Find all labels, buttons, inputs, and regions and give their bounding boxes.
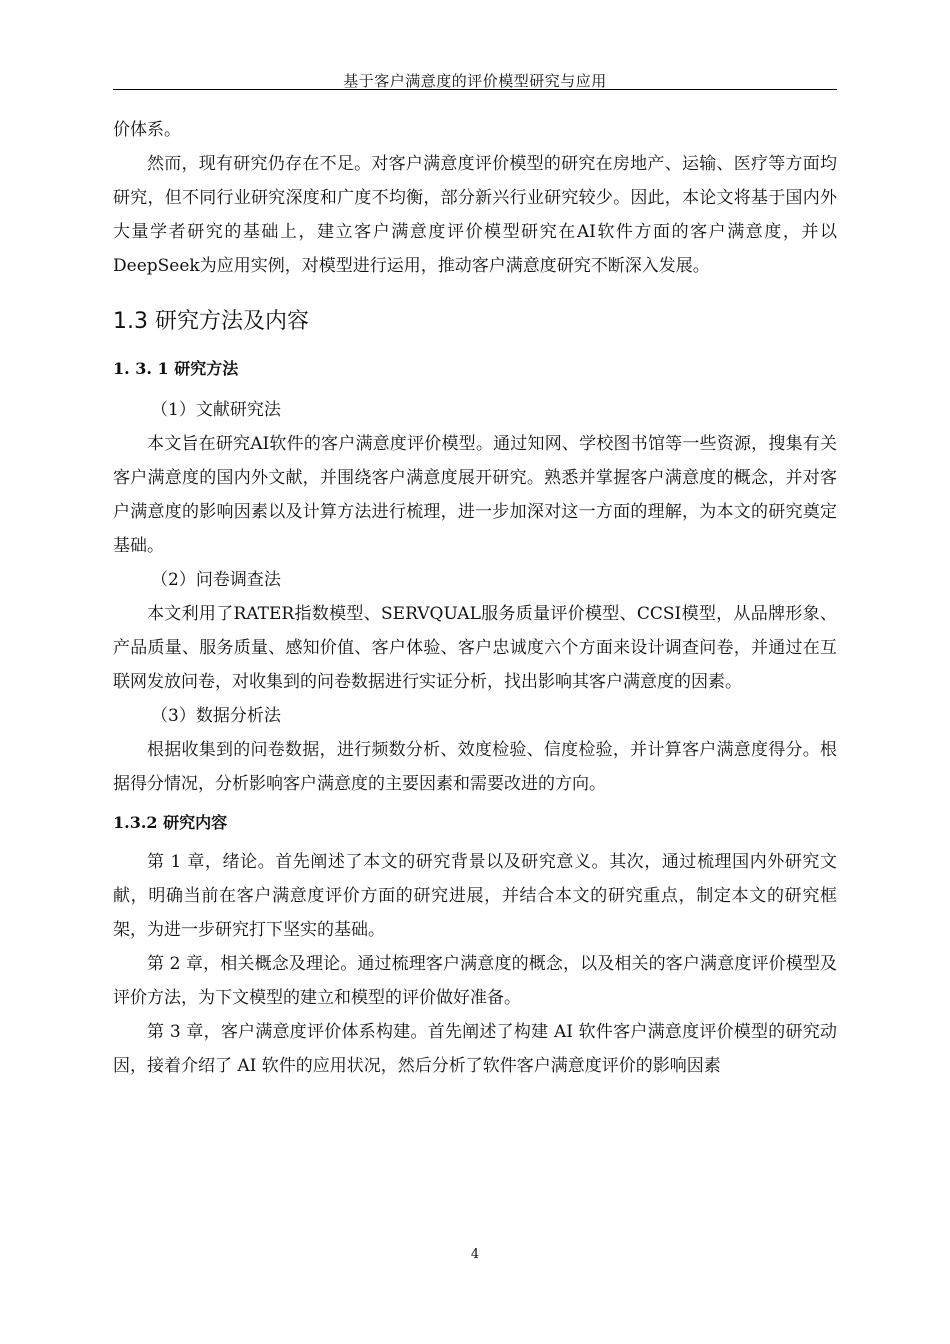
running-header: 基于客户满意度的评价模型研究与应用: [343, 72, 607, 90]
chapter-1-summary: 第 1 章，绪论。首先阐述了本文的研究背景以及研究意义。其次，通过梳理国内外研究文献，明确当前在客户满意度评价方面的研究进展，并结合本文的研究重点，制定本文的研究框架，为进一步研究打下坚实的基础。: [113, 852, 837, 940]
method-item-questionnaire: （2）问卷调查法: [151, 570, 281, 590]
subsection-heading-1-3-2: 1.3.2 研究内容: [113, 813, 228, 832]
subsection-heading-1-3-1: 1. 3. 1 研究方法: [113, 359, 239, 378]
method-item-data-analysis: （3）数据分析法: [151, 706, 281, 726]
section-heading-1-3: 1.3 研究方法及内容: [113, 309, 309, 334]
chapter-3-summary: 第 3 章，客户满意度评价体系构建。首先阐述了构建 AI 软件客户满意度评价模型的研究动因，接着介绍了 AI 软件的应用状况，然后分析了软件客户满意度评价的影响因素: [113, 1022, 837, 1076]
paragraph-continuation: 价体系。: [113, 120, 181, 140]
page-number: 4: [470, 1247, 480, 1262]
method-questionnaire-text: 本文利用了RATER指数模型、SERVQUAL服务质量评价模型、CCSI模型，从品牌形象、产品质量、服务质量、感知价值、客户体验、客户忠诚度六个方面来设计调查问卷，并通过在互联网发放问卷，对收集到的问卷数据进行实证分析，找出影响其客户满意度的因素。: [113, 604, 837, 692]
method-literature-text: 本文旨在研究AI软件的客户满意度评价模型。通过知网、学校图书馆等一些资源，搜集有关客户满意度的国内外文献，并围绕客户满意度展开研究。熟悉并掌握客户满意度的概念，并对客户满意度的影响因素以及计算方法进行梳理，进一步加深对这一方面的理解，为本文的研究奠定基础。: [113, 434, 837, 556]
header-divider: [113, 89, 837, 90]
page-content: [113, 113, 837, 1083]
paragraph-shortcomings: 然而，现有研究仍存在不足。对客户满意度评价模型的研究在房地产、运输、医疗等方面均研究，但不同行业研究深度和广度不均衡，部分新兴行业研究较少。因此，本论文将基于国内外大量学者研究的基础上，建立客户满意度评价模型研究在AI软件方面的客户满意度，并以DeepSeek为应用实例，对模型进行运用，推动客户满意度研究不断深入发展。: [113, 154, 837, 276]
chapter-2-summary: 第 2 章，相关概念及理论。通过梳理客户满意度的概念，以及相关的客户满意度评价模型及评价方法，为下文模型的建立和模型的评价做好准备。: [113, 954, 837, 1008]
method-item-literature: （1）文献研究法: [151, 400, 281, 420]
method-data-analysis-text: 根据收集到的问卷数据，进行频数分析、效度检验、信度检验，并计算客户满意度得分。根据得分情况，分析影响客户满意度的主要因素和需要改进的方向。: [113, 740, 837, 794]
